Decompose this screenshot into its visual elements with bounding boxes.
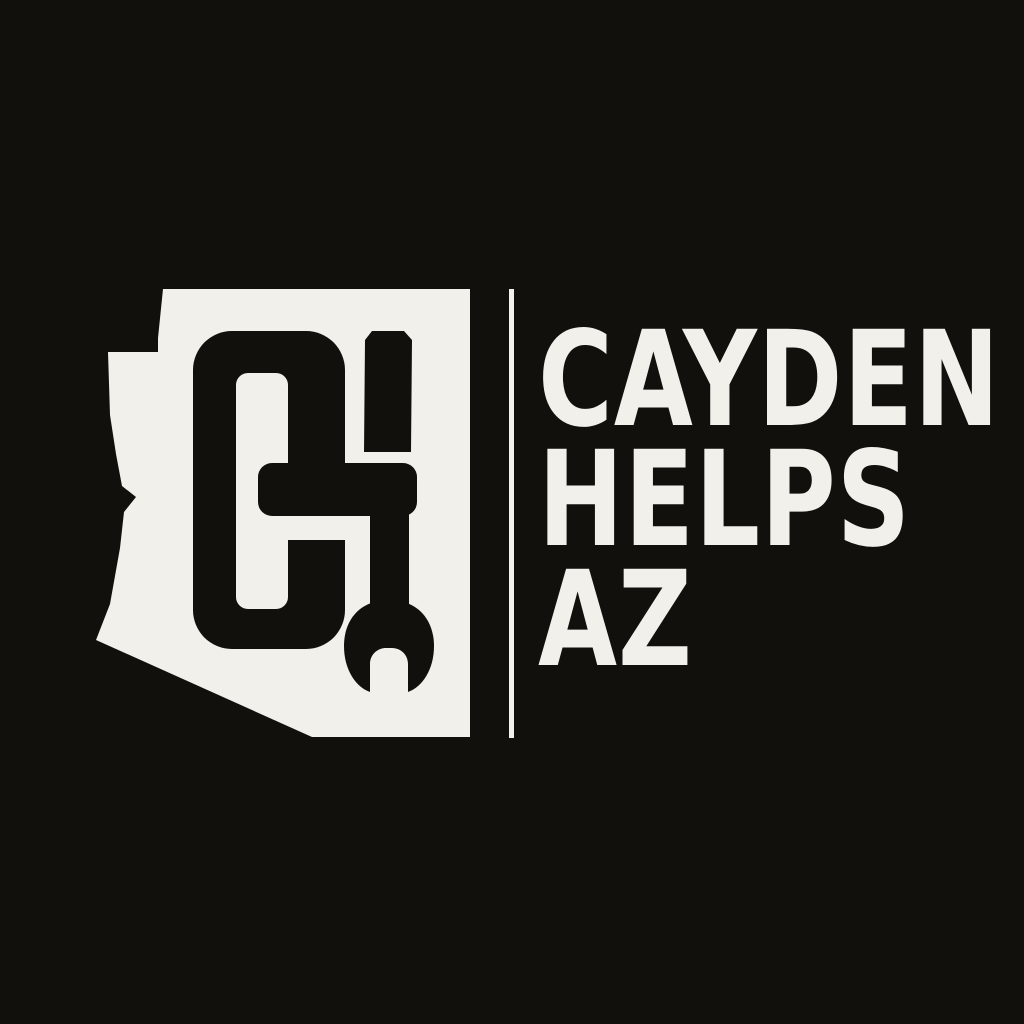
brand-line-2: HELPS xyxy=(538,423,912,577)
brand-wordmark xyxy=(538,303,1001,697)
screwdriver-icon xyxy=(364,331,412,452)
brand-line-1: CAYDEN xyxy=(538,303,1001,457)
logo-divider xyxy=(509,289,514,738)
brand-line-3: AZ xyxy=(538,543,693,697)
wrench-shaft xyxy=(370,500,409,610)
